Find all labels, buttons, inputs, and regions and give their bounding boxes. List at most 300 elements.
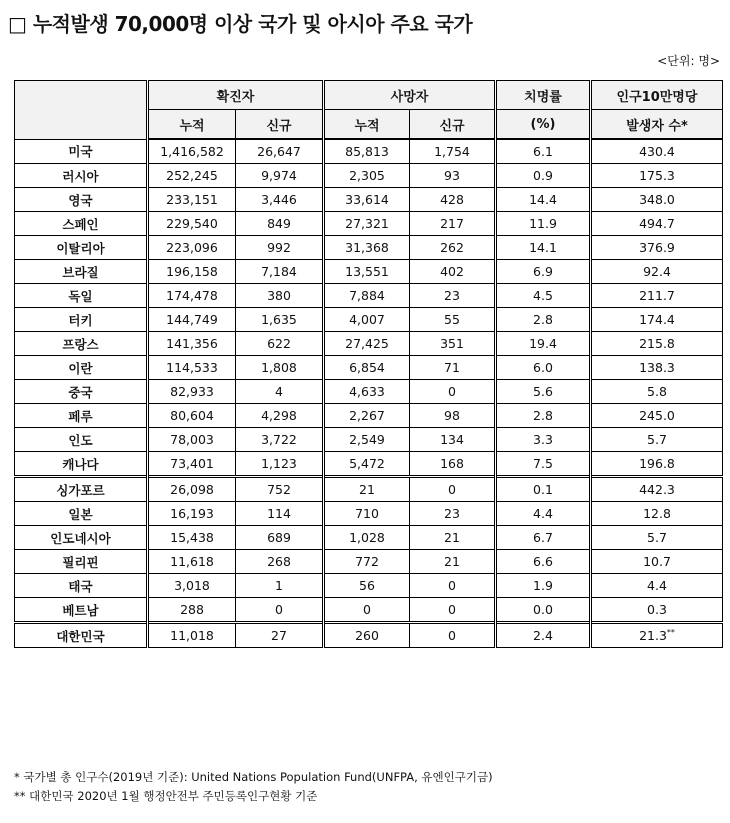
table-row xyxy=(15,502,723,526)
cfr-cell xyxy=(496,477,591,502)
confirmed-cum-cell xyxy=(148,380,236,404)
cell-value: 3,018 xyxy=(174,578,210,593)
country-cell: 러시아 xyxy=(15,164,148,188)
deaths-new-cell xyxy=(410,236,496,260)
cell-value: 622 xyxy=(267,336,291,351)
cell-value: 992 xyxy=(267,240,291,255)
cell-value: 4,298 xyxy=(261,408,297,423)
table-row xyxy=(15,260,723,284)
table-row xyxy=(15,139,723,164)
cell-value: 211.7 xyxy=(639,288,675,303)
confirmed-cum-cell xyxy=(148,236,236,260)
cell-value: 82,933 xyxy=(170,384,214,399)
table-row xyxy=(15,452,723,477)
header-country-corner xyxy=(15,81,148,140)
table-row xyxy=(15,188,723,212)
cell-value: 0 xyxy=(363,602,371,617)
cell-value: 10.7 xyxy=(643,554,671,569)
header-confirmed-cumulative: 누적 xyxy=(148,110,236,140)
cell-value: 442.3 xyxy=(639,482,675,497)
deaths-cum-cell xyxy=(324,502,410,526)
deaths-new-cell xyxy=(410,526,496,550)
table-row xyxy=(15,428,723,452)
deaths-cum-cell xyxy=(324,598,410,623)
cell-value: 5.6 xyxy=(533,384,553,399)
deaths-new-cell xyxy=(410,574,496,598)
deaths-new-cell xyxy=(410,477,496,502)
cfr-cell xyxy=(496,526,591,550)
cell-value: 80,604 xyxy=(170,408,214,423)
country-cell: 싱가포르 xyxy=(15,477,148,502)
confirmed-cum-cell xyxy=(148,139,236,164)
deaths-cum-cell xyxy=(324,236,410,260)
country-cell: 중국 xyxy=(15,380,148,404)
cell-value: 689 xyxy=(267,530,291,545)
country-cell: 스페인 xyxy=(15,212,148,236)
cell-value: 85,813 xyxy=(345,144,389,159)
per-100k-cell xyxy=(591,526,723,550)
cell-value: 15,438 xyxy=(170,530,214,545)
per-100k-cell xyxy=(591,452,723,477)
cell-value: 2.8 xyxy=(533,408,553,423)
confirmed-new-cell xyxy=(236,139,324,164)
cell-value: 33,614 xyxy=(345,192,389,207)
cell-value: 92.4 xyxy=(643,264,671,279)
cell-value: 1,123 xyxy=(261,456,297,471)
cell-value: 11.9 xyxy=(529,216,557,231)
cell-value: 233,151 xyxy=(166,192,218,207)
header-per-100k-sub: 발생자 수* xyxy=(591,110,723,140)
per-100k-cell xyxy=(591,308,723,332)
per-100k-cell xyxy=(591,477,723,502)
per-100k-cell xyxy=(591,212,723,236)
cfr-cell xyxy=(496,308,591,332)
confirmed-cum-cell xyxy=(148,428,236,452)
cell-value: 12.8 xyxy=(643,506,671,521)
confirmed-new-cell xyxy=(236,260,324,284)
page-title: □ 누적발생 70,000명 이상 국가 및 아시아 주요 국가 xyxy=(8,12,473,36)
cell-value: 21 xyxy=(444,554,460,569)
cell-value: 144,749 xyxy=(166,312,218,327)
cell-value: 27,321 xyxy=(345,216,389,231)
cell-value: 6.1 xyxy=(533,144,553,159)
cell-value: 19.4 xyxy=(529,336,557,351)
deaths-new-cell xyxy=(410,308,496,332)
cell-value: 262 xyxy=(440,240,464,255)
confirmed-new-cell xyxy=(236,284,324,308)
table-row xyxy=(15,380,723,404)
deaths-new-cell xyxy=(410,139,496,164)
confirmed-new-cell xyxy=(236,308,324,332)
confirmed-cum-cell xyxy=(148,308,236,332)
cell-value: 6.6 xyxy=(533,554,553,569)
deaths-cum-cell xyxy=(324,526,410,550)
deaths-new-cell xyxy=(410,212,496,236)
country-cell: 독일 xyxy=(15,284,148,308)
per-100k-cell xyxy=(591,380,723,404)
cfr-cell xyxy=(496,236,591,260)
cell-value: 215.8 xyxy=(639,336,675,351)
cfr-cell xyxy=(496,164,591,188)
confirmed-cum-cell xyxy=(148,502,236,526)
cell-value: 268 xyxy=(267,554,291,569)
cell-value: 11,018 xyxy=(170,628,214,643)
country-cell: 대한민국 xyxy=(15,623,148,648)
cell-value: 494.7 xyxy=(639,216,675,231)
cell-value: 229,540 xyxy=(166,216,218,231)
confirmed-new-cell xyxy=(236,332,324,356)
deaths-new-cell xyxy=(410,550,496,574)
cell-value: 21.3 xyxy=(639,628,667,644)
table-row xyxy=(15,164,723,188)
cell-value: 14.1 xyxy=(529,240,557,255)
footnote-1: * 국가별 총 인구수(2019년 기준): United Nations Population Fund(UNFPA, 유엔인구기금) xyxy=(14,770,493,784)
confirmed-new-cell xyxy=(236,550,324,574)
country-cell: 인도 xyxy=(15,428,148,452)
header-confirmed: 확진자 xyxy=(148,81,324,110)
deaths-cum-cell xyxy=(324,308,410,332)
confirmed-cum-cell xyxy=(148,260,236,284)
header-cfr: 치명률 xyxy=(496,81,591,110)
table-row xyxy=(15,236,723,260)
cell-value: 7,184 xyxy=(261,264,297,279)
cfr-cell xyxy=(496,404,591,428)
cell-value: 252,245 xyxy=(166,168,218,183)
country-cell: 필리핀 xyxy=(15,550,148,574)
cell-value: 11,618 xyxy=(170,554,214,569)
footnote-mark: ** xyxy=(666,627,675,637)
cell-value: 2.4 xyxy=(533,628,553,643)
deaths-new-cell xyxy=(410,284,496,308)
deaths-cum-cell xyxy=(324,139,410,164)
table-row xyxy=(15,623,723,648)
deaths-new-cell xyxy=(410,598,496,623)
unit-label: <단위: 명> xyxy=(657,54,720,68)
cell-value: 4.4 xyxy=(533,506,553,521)
header-row-1 xyxy=(15,81,723,110)
table-row xyxy=(15,598,723,623)
table-row xyxy=(15,356,723,380)
confirmed-cum-cell xyxy=(148,526,236,550)
deaths-cum-cell xyxy=(324,356,410,380)
cell-value: 71 xyxy=(444,360,460,375)
per-100k-cell xyxy=(591,623,723,648)
country-cell: 영국 xyxy=(15,188,148,212)
cell-value: 3.3 xyxy=(533,432,553,447)
cell-value: 245.0 xyxy=(639,408,675,423)
deaths-new-cell xyxy=(410,188,496,212)
deaths-cum-cell xyxy=(324,623,410,648)
cfr-cell xyxy=(496,139,591,164)
cell-value: 16,193 xyxy=(170,506,214,521)
confirmed-new-cell xyxy=(236,452,324,477)
confirmed-new-cell xyxy=(236,236,324,260)
country-cell: 베트남 xyxy=(15,598,148,623)
per-100k-cell xyxy=(591,164,723,188)
confirmed-cum-cell xyxy=(148,332,236,356)
deaths-cum-cell xyxy=(324,188,410,212)
footnote-2: ** 대한민국 2020년 1월 행정안전부 주민등록인구현황 기준 xyxy=(14,789,318,803)
deaths-new-cell xyxy=(410,356,496,380)
deaths-cum-cell xyxy=(324,260,410,284)
cell-value: 7,884 xyxy=(349,288,385,303)
table-row xyxy=(15,526,723,550)
header-deaths: 사망자 xyxy=(324,81,496,110)
cell-value: 772 xyxy=(355,554,379,569)
cell-value: 14.4 xyxy=(529,192,557,207)
cell-value: 1,028 xyxy=(349,530,385,545)
confirmed-cum-cell xyxy=(148,212,236,236)
deaths-new-cell xyxy=(410,452,496,477)
cell-value: 0 xyxy=(448,384,456,399)
cell-value: 56 xyxy=(359,578,375,593)
cfr-cell xyxy=(496,598,591,623)
table-row xyxy=(15,477,723,502)
cell-value: 0.0 xyxy=(533,602,553,617)
deaths-new-cell xyxy=(410,332,496,356)
cell-value: 6.9 xyxy=(533,264,553,279)
confirmed-new-cell xyxy=(236,164,324,188)
cell-value: 2,549 xyxy=(349,432,385,447)
cell-value: 351 xyxy=(440,336,464,351)
cell-value: 31,368 xyxy=(345,240,389,255)
deaths-cum-cell xyxy=(324,428,410,452)
confirmed-new-cell xyxy=(236,380,324,404)
cell-value: 0 xyxy=(448,602,456,617)
cell-value: 27 xyxy=(271,628,287,643)
cell-value: 849 xyxy=(267,216,291,231)
confirmed-cum-cell xyxy=(148,477,236,502)
confirmed-new-cell xyxy=(236,428,324,452)
table-row xyxy=(15,284,723,308)
cell-value: 134 xyxy=(440,432,464,447)
cell-value: 1,808 xyxy=(261,360,297,375)
per-100k-cell xyxy=(591,332,723,356)
cell-value: 27,425 xyxy=(345,336,389,351)
cell-value: 710 xyxy=(355,506,379,521)
cell-value: 348.0 xyxy=(639,192,675,207)
cell-value: 196.8 xyxy=(639,456,675,471)
per-100k-cell xyxy=(591,139,723,164)
deaths-cum-cell xyxy=(324,284,410,308)
per-100k-cell xyxy=(591,404,723,428)
confirmed-cum-cell xyxy=(148,188,236,212)
cell-value: 23 xyxy=(444,288,460,303)
cell-value: 4 xyxy=(275,384,283,399)
deaths-cum-cell xyxy=(324,404,410,428)
cell-value: 114 xyxy=(267,506,291,521)
deaths-new-cell xyxy=(410,404,496,428)
cfr-cell xyxy=(496,428,591,452)
cell-value: 55 xyxy=(444,312,460,327)
per-100k-cell xyxy=(591,550,723,574)
cell-value: 138.3 xyxy=(639,360,675,375)
cell-value: 428 xyxy=(440,192,464,207)
cfr-cell xyxy=(496,623,591,648)
table-row xyxy=(15,212,723,236)
per-100k-cell xyxy=(591,574,723,598)
cfr-cell xyxy=(496,452,591,477)
cfr-cell xyxy=(496,574,591,598)
cell-value: 73,401 xyxy=(170,456,214,471)
per-100k-cell xyxy=(591,260,723,284)
deaths-new-cell xyxy=(410,428,496,452)
cell-value: 21 xyxy=(359,482,375,497)
header-deaths-cumulative: 누적 xyxy=(324,110,410,140)
cfr-cell xyxy=(496,332,591,356)
cell-value: 175.3 xyxy=(639,168,675,183)
country-cell: 터키 xyxy=(15,308,148,332)
confirmed-new-cell xyxy=(236,188,324,212)
confirmed-new-cell xyxy=(236,574,324,598)
cell-value: 1 xyxy=(275,578,283,593)
cell-value: 223,096 xyxy=(166,240,218,255)
cell-value: 78,003 xyxy=(170,432,214,447)
confirmed-new-cell xyxy=(236,502,324,526)
cell-value: 4.4 xyxy=(647,578,667,593)
deaths-cum-cell xyxy=(324,477,410,502)
table-row xyxy=(15,574,723,598)
cell-value: 380 xyxy=(267,288,291,303)
cell-value: 402 xyxy=(440,264,464,279)
confirmed-cum-cell xyxy=(148,598,236,623)
confirmed-new-cell xyxy=(236,477,324,502)
cell-value: 6.0 xyxy=(533,360,553,375)
per-100k-cell xyxy=(591,502,723,526)
cell-value: 5.7 xyxy=(647,530,667,545)
cell-value: 21 xyxy=(444,530,460,545)
cell-value: 98 xyxy=(444,408,460,423)
cell-value: 2,267 xyxy=(349,408,385,423)
deaths-cum-cell xyxy=(324,332,410,356)
country-cell: 브라질 xyxy=(15,260,148,284)
cell-value: 260 xyxy=(355,628,379,643)
cell-value: 4.5 xyxy=(533,288,553,303)
cell-value: 174.4 xyxy=(639,312,675,327)
confirmed-cum-cell xyxy=(148,404,236,428)
cfr-cell xyxy=(496,550,591,574)
cell-value: 5.7 xyxy=(647,432,667,447)
cell-value: 4,633 xyxy=(349,384,385,399)
cell-value: 376.9 xyxy=(639,240,675,255)
country-cell: 이탈리아 xyxy=(15,236,148,260)
cell-value: 430.4 xyxy=(639,144,675,159)
cell-value: 3,446 xyxy=(261,192,297,207)
cell-value: 141,356 xyxy=(166,336,218,351)
confirmed-cum-cell xyxy=(148,164,236,188)
confirmed-new-cell xyxy=(236,212,324,236)
cell-value: 0.9 xyxy=(533,168,553,183)
cfr-cell xyxy=(496,356,591,380)
cell-value: 0 xyxy=(275,602,283,617)
deaths-cum-cell xyxy=(324,574,410,598)
cfr-cell xyxy=(496,380,591,404)
deaths-new-cell xyxy=(410,502,496,526)
deaths-new-cell xyxy=(410,623,496,648)
cell-value: 0.1 xyxy=(533,482,553,497)
confirmed-cum-cell xyxy=(148,623,236,648)
cell-value: 6.7 xyxy=(533,530,553,545)
cell-value: 752 xyxy=(267,482,291,497)
cfr-cell xyxy=(496,212,591,236)
deaths-new-cell xyxy=(410,380,496,404)
table-row xyxy=(15,308,723,332)
cell-value: 174,478 xyxy=(166,288,218,303)
table-row xyxy=(15,332,723,356)
confirmed-cum-cell xyxy=(148,574,236,598)
cell-value: 114,533 xyxy=(166,360,218,375)
cell-value: 2.8 xyxy=(533,312,553,327)
country-cell: 미국 xyxy=(15,139,148,164)
cell-value: 5,472 xyxy=(349,456,385,471)
header-cfr-unit: (%) xyxy=(496,110,591,140)
per-100k-cell xyxy=(591,188,723,212)
cell-value: 4,007 xyxy=(349,312,385,327)
confirmed-new-cell xyxy=(236,404,324,428)
cell-value: 0.3 xyxy=(647,602,667,617)
cell-value: 1,635 xyxy=(261,312,297,327)
per-100k-cell xyxy=(591,428,723,452)
cell-value: 1,754 xyxy=(434,144,470,159)
confirmed-cum-cell xyxy=(148,356,236,380)
confirmed-new-cell xyxy=(236,356,324,380)
cell-value: 23 xyxy=(444,506,460,521)
per-100k-cell xyxy=(591,236,723,260)
covid-statistics-table xyxy=(14,80,723,648)
confirmed-cum-cell xyxy=(148,452,236,477)
cell-value: 288 xyxy=(180,602,204,617)
cell-value: 196,158 xyxy=(166,264,218,279)
deaths-cum-cell xyxy=(324,452,410,477)
per-100k-cell xyxy=(591,356,723,380)
header-per-100k: 인구10만명당 xyxy=(591,81,723,110)
cell-value: 0 xyxy=(448,482,456,497)
deaths-new-cell xyxy=(410,260,496,284)
country-cell: 인도네시아 xyxy=(15,526,148,550)
confirmed-new-cell xyxy=(236,598,324,623)
cell-value: 1,416,582 xyxy=(160,144,224,159)
per-100k-cell xyxy=(591,598,723,623)
cfr-cell xyxy=(496,284,591,308)
cell-value: 9,974 xyxy=(261,168,297,183)
country-cell: 태국 xyxy=(15,574,148,598)
country-cell: 캐나다 xyxy=(15,452,148,477)
cell-value: 2,305 xyxy=(349,168,385,183)
cell-value: 1.9 xyxy=(533,578,553,593)
cell-value: 3,722 xyxy=(261,432,297,447)
header-confirmed-new: 신규 xyxy=(236,110,324,140)
country-cell: 페루 xyxy=(15,404,148,428)
footnotes xyxy=(14,768,493,806)
cfr-cell xyxy=(496,188,591,212)
deaths-cum-cell xyxy=(324,212,410,236)
cell-value: 6,854 xyxy=(349,360,385,375)
per-100k-cell xyxy=(591,284,723,308)
cfr-cell xyxy=(496,260,591,284)
deaths-cum-cell xyxy=(324,164,410,188)
cell-value: 7.5 xyxy=(533,456,553,471)
table-row xyxy=(15,550,723,574)
cell-value: 217 xyxy=(440,216,464,231)
confirmed-new-cell xyxy=(236,526,324,550)
cell-value: 5.8 xyxy=(647,384,667,399)
cell-value: 13,551 xyxy=(345,264,389,279)
cell-value: 26,098 xyxy=(170,482,214,497)
deaths-cum-cell xyxy=(324,550,410,574)
cell-value: 26,647 xyxy=(257,144,301,159)
country-cell: 프랑스 xyxy=(15,332,148,356)
cell-value: 93 xyxy=(444,168,460,183)
